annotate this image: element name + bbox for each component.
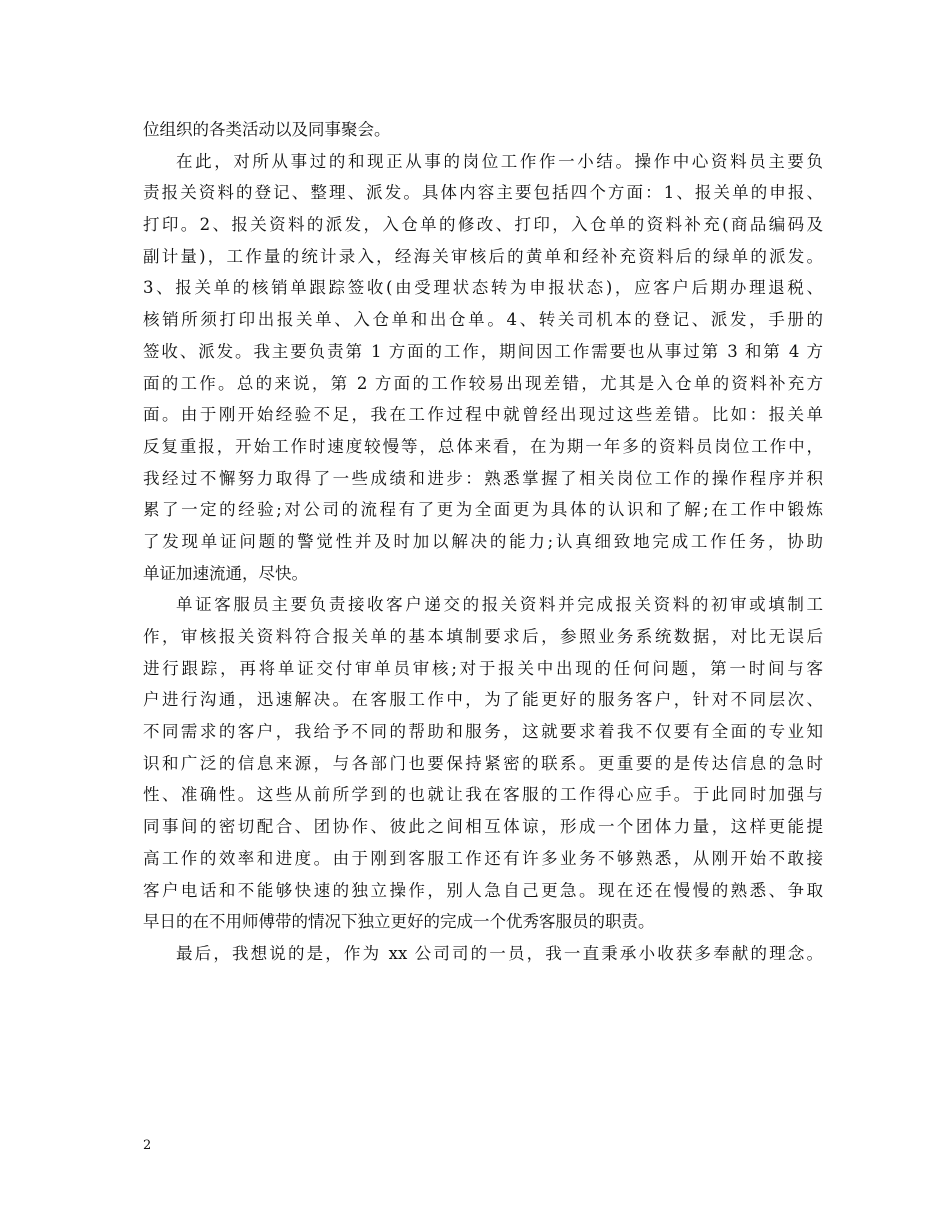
text-line: 面的工作。总的来说，第 2 方面的工作较易出现差错，尤其是入仓单的资料补充方 [143,373,823,393]
text-line: 在此，对所从事过的和现正从事的岗位工作作一小结。操作中心资料员主要负 [176,151,823,171]
text-line: 累了一定的经验;对公司的流程有了更为全面更为具体的认识和了解;在工作中锻炼 [143,500,823,520]
text-line: 识和广泛的信息来源，与各部门也要保持紧密的联系。更重要的是传达信息的急时 [143,753,823,773]
text-line: 作，审核报关资料符合报关单的基本填制要求后，参照业务系统数据，对比无误后 [143,627,823,646]
text-line: 责报关资料的登记、整理、派发。具体内容主要包括四个方面：1、报关单的申报、 [143,183,823,203]
text-line: 面。由于刚开始经验不足，我在工作过程中就曾经出现过这些差错。比如：报关单 [143,405,823,425]
text-line: 单证加速流通，尽快。 [143,563,308,583]
text-line: 早日的在不用师傅带的情况下独立更好的完成一个优秀客服员的职责。 [143,912,655,932]
text-line: 副计量)，工作量的统计录入，经海关审核后的黄单和经补充资料后的绿单的派发。 [143,246,823,266]
text-line: 不同需求的客户，我给予不同的帮助和服务，这就要求着我不仅要有全面的专业知 [143,722,823,742]
text-line: 我经过不懈努力取得了一些成绩和进步：熟悉掌握了相关岗位工作的操作程序并积 [143,468,823,488]
text-line: 客户电话和不能够快速的独立操作，别人急自己更急。现在还在慢慢的熟悉、争取 [143,880,823,900]
text-line: 性、准确性。这些从前所学到的也就让我在客服的工作得心应手。于此同时加强与 [143,785,823,805]
text-line: 了发现单证问题的警觉性并及时加以解决的能力;认真细致地完成工作任务，协助 [143,531,823,551]
text-line: 打印。2、报关资料的派发，入仓单的修改、打印，入仓单的资料补充(商品编码及 [143,215,823,235]
text-line: 核销所须打印出报关单、入仓单和出仓单。4、转关司机本的登记、派发，手册的 [143,310,823,330]
text-line: 反复重报，开始工作时速度较慢等，总体来看，在为期一年多的资料员岗位工作中， [143,436,823,456]
text-line: 位组织的各类活动以及同事聚会。 [143,120,391,139]
body-text [143,114,823,970]
text-line: 进行跟踪，再将单证交付审单员审核;对于报关中出现的任何问题，第一时间与客 [143,658,823,678]
text-line: 同事间的密切配合、团协作、彼此之间相互体谅，形成一个团体力量，这样更能提 [143,817,823,837]
text-line: 最后，我想说的是，作为 xx 公司司的一员，我一直秉承小收获多奉献的理念。 [176,943,823,963]
page-number: 2 [143,1138,152,1153]
text-line: 高工作的效率和进度。由于刚到客服工作还有许多业务不够熟悉，从刚开始不敢接 [143,848,823,868]
text-line: 3、报关单的核销单跟踪签收(由受理状态转为申报状态)，应客户后期办理退税、 [143,278,823,298]
text-line: 单证客服员主要负责接收客户递交的报关资料并完成报关资料的初审或填制工 [176,595,823,615]
text-line: 签收、派发。我主要负责第 1 方面的工作，期间因工作需要也从事过第 3 和第 4 方 [143,341,823,361]
text-line: 户进行沟通，迅速解决。在客服工作中，为了能更好的服务客户，针对不同层次、 [143,690,823,710]
